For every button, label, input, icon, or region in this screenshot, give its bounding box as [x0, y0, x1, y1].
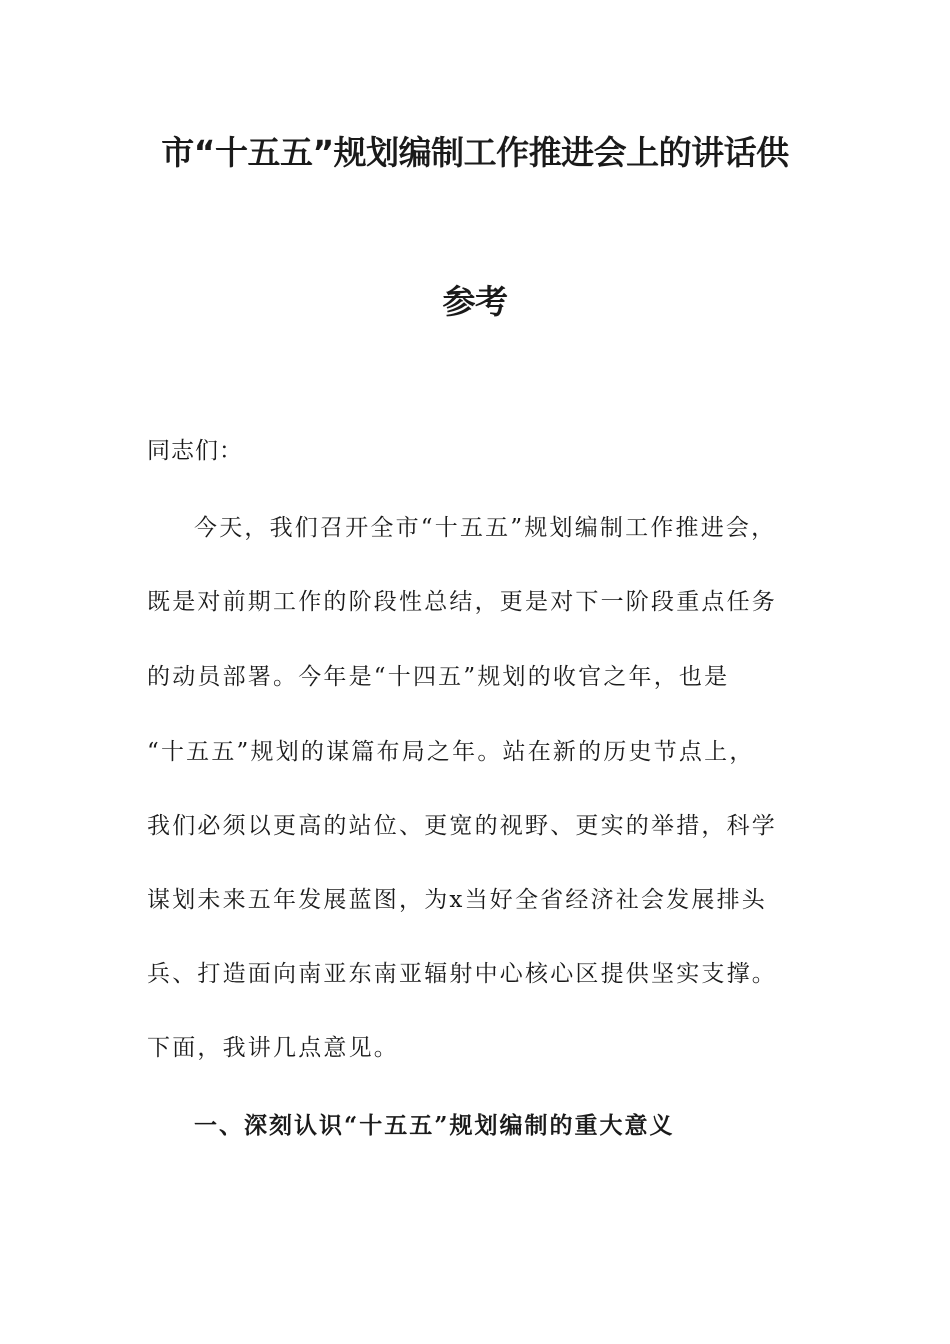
paragraph-line: 我们必须以更高的站位、更宽的视野、更实的举措，科学: [147, 813, 777, 839]
section-heading: 一、深刻认识“十五五”规划编制的重大意义: [194, 1112, 675, 1139]
paragraph-line: 的动员部署。今年是“十四五”规划的收官之年，也是: [147, 664, 730, 690]
salutation: 同志们：: [147, 438, 243, 464]
paragraph-line: 今天，我们召开全市“十五五”规划编制工作推进会，: [194, 515, 777, 541]
paragraph-line: 下面，我讲几点意见。: [147, 1035, 399, 1061]
paragraph-line: “十五五”规划的谋篇布局之年。站在新的历史节点上，: [147, 739, 755, 765]
document-title-line-1: 市“十五五”规划编制工作推进会上的讲话供: [161, 133, 789, 172]
paragraph-line: 谋划未来五年发展蓝图，为x当好全省经济社会发展排头: [147, 887, 767, 913]
paragraph-line: 兵、打造面向南亚东南亚辐射中心核心区提供坚实支撑。: [147, 961, 777, 987]
document-title-line-2: 参考: [442, 282, 508, 321]
paragraph-line: 既是对前期工作的阶段性总结，更是对下一阶段重点任务: [147, 589, 777, 615]
